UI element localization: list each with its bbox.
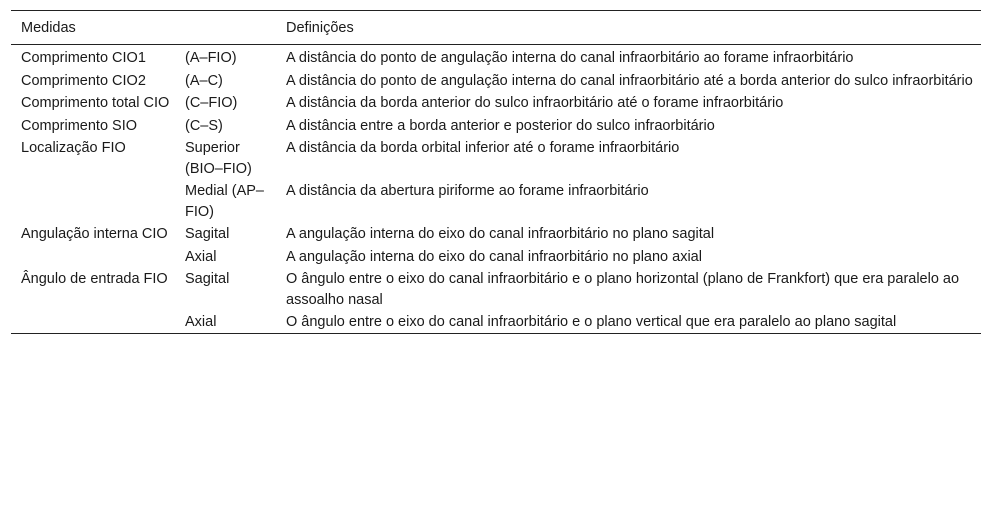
sub-measure-cell: Superior (BIO–FIO): [185, 140, 252, 177]
sub-measure-cell: Sagital: [185, 271, 230, 287]
measure-cell: [11, 310, 175, 333]
table-row: [11, 91, 981, 114]
sub-measure-cell: (A–FIO): [185, 50, 237, 66]
sub-measure-cell: (A–C): [185, 72, 223, 89]
measure-cell: Angulação interna CIO: [21, 226, 168, 242]
table-row: [11, 136, 981, 179]
table-row: [11, 69, 981, 92]
definition-cell: A distância da borda orbital inferior até o forame infraorbitário: [286, 140, 680, 156]
table-row: [11, 114, 981, 137]
definition-cell: O ângulo entre o eixo do canal infraorbitário e o plano vertical que era paralelo ao plano sagital: [286, 314, 897, 330]
definition-cell: A distância da abertura piriforme ao forame infraorbitário: [286, 183, 649, 199]
measure-cell: [11, 245, 175, 268]
table-header: [11, 11, 981, 45]
header-definicoes: Definições: [286, 20, 354, 36]
definition-cell: A angulação interna do eixo do canal infraorbitário no plano axial: [286, 248, 702, 265]
table-row: [11, 222, 981, 245]
definition-cell: A distância entre a borda anterior e posterior do sulco infraorbitário: [286, 117, 715, 134]
measurements-table-container: [11, 10, 981, 334]
definition-cell: A angulação interna do eixo do canal infraorbitário no plano sagital: [286, 226, 715, 242]
table-row: [11, 267, 981, 310]
table-body: [11, 45, 981, 334]
header-row: [11, 11, 981, 45]
measure-cell: [11, 179, 175, 222]
measure-cell: Comprimento CIO1: [21, 50, 146, 66]
measurements-table: [11, 10, 981, 334]
header-medidas: Medidas: [21, 20, 76, 36]
measure-cell: Comprimento total CIO: [21, 95, 170, 111]
measure-cell: Localização FIO: [21, 140, 126, 156]
measure-cell: Comprimento SIO: [21, 117, 138, 134]
table-row: [11, 310, 981, 333]
definition-cell: O ângulo entre o eixo do canal infraorbitário e o plano horizontal (plano de Frankfort) que era paralelo ao assoalho nasal: [286, 271, 960, 308]
table-row: [11, 245, 981, 268]
sub-measure-cell: Axial: [185, 314, 217, 330]
measure-cell: Comprimento CIO2: [21, 72, 146, 89]
table-row: [11, 179, 981, 222]
definition-cell: A distância da borda anterior do sulco infraorbitário até o forame infraorbitário: [286, 95, 784, 111]
definition-cell: A distância do ponto de angulação interna do canal infraorbitário até a borda anterior do sulco infraorbitário: [286, 72, 973, 89]
sub-measure-cell: (C–FIO): [185, 95, 238, 111]
sub-measure-cell: (C–S): [185, 117, 223, 134]
header-sub-measure: [175, 11, 276, 45]
definition-cell: A distância do ponto de angulação interna do canal infraorbitário ao forame infraorbitário: [286, 50, 854, 66]
sub-measure-cell: Sagital: [185, 226, 230, 242]
sub-measure-cell: Medial (AP–FIO): [185, 183, 264, 220]
table-row: [11, 45, 981, 69]
sub-measure-cell: Axial: [185, 248, 217, 265]
measure-cell: Ângulo de entrada FIO: [21, 271, 168, 287]
